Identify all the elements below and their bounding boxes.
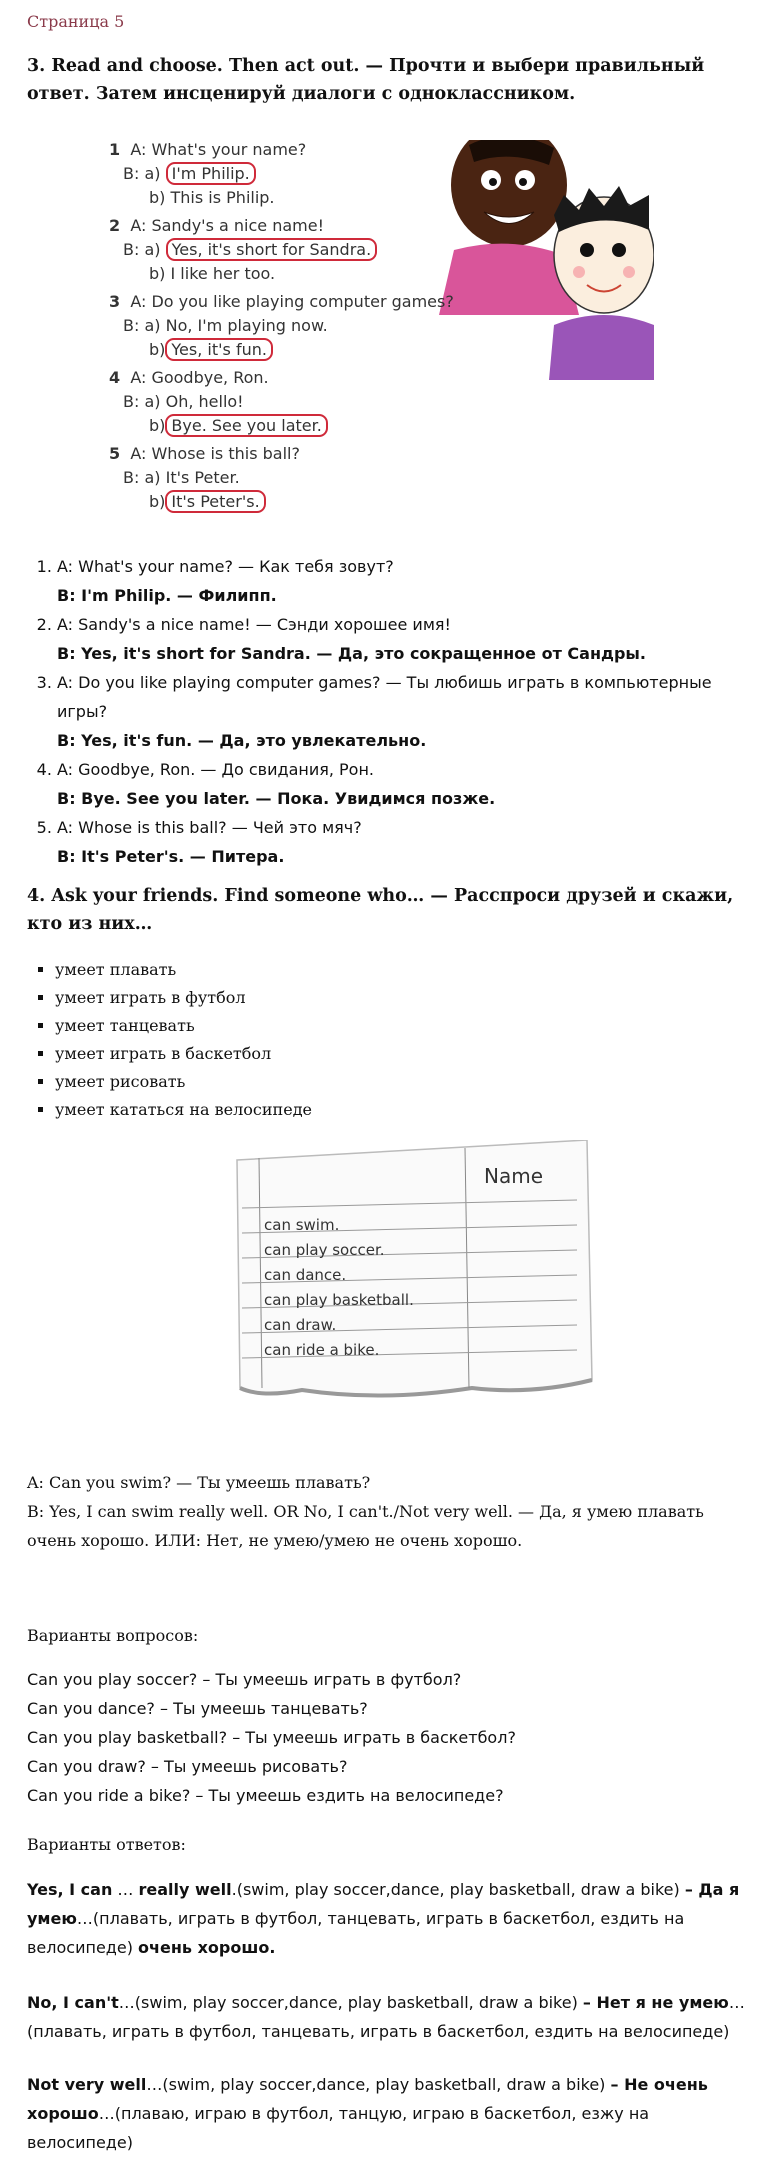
table-header-name: Name xyxy=(484,1164,544,1188)
line-4-option-b: Bye. See you later. xyxy=(165,414,327,437)
answer-variant-3: Not very well…(swim, play soccer,dance, play basketball, draw a bike) – Не очень хорошо…(плаваю, играю в футбол, танцую, играю в баскетбол, езжу на велосипеде) xyxy=(27,2075,708,2152)
list-item: ▪ умеет играть в футбол xyxy=(55,984,312,1012)
list-item: 2. A: Sandy's a nice name! — Сэнди хорошее имя! B: Yes, it's short for Sandra. — Да, это сокращенное от Сандры. xyxy=(57,610,757,668)
list-item: ▪ умеет танцевать xyxy=(55,1012,312,1040)
line-4-question: A: Goodbye, Ron. xyxy=(130,368,269,387)
line-2-question: A: Sandy's a nice name! xyxy=(130,216,324,235)
dialog-line-b: B: Yes, I can swim really well. OR No, I can't./Not very well. — Да, я умею плавать очень хорошо. ИЛИ: Нет, не умею/умею не очень хорошо. xyxy=(27,1502,704,1550)
page-label: Страница 5 xyxy=(27,12,125,31)
table-row: can play basketball. xyxy=(264,1291,414,1309)
list-item: Can you draw? – Ты умеешь рисовать? xyxy=(27,1757,348,1776)
line-3-option-b: Yes, it's fun. xyxy=(165,338,273,361)
answers-title: Варианты ответов: xyxy=(27,1835,186,1854)
list-item: 5. A: Whose is this ball? — Чей это мяч? B: It's Peter's. — Питера. xyxy=(57,813,757,871)
table-row: can ride a bike. xyxy=(264,1341,380,1359)
answer-variant-1: Yes, I can … really well.(swim, play soccer,dance, play basketball, draw a bike) – Да я умею…(плавать, играть в футбол, танцевать, играть в баскетбол, ездить на велосипеде) очень хорошо. xyxy=(27,1880,740,1957)
questions-title: Варианты вопросов: xyxy=(27,1626,199,1645)
dialog-line-a: A: Can you swim? — Ты умеешь плавать? xyxy=(27,1473,371,1492)
exercise-3-answers xyxy=(27,552,757,871)
line-2-option-b: I like her too. xyxy=(170,264,276,283)
line-1-option-b: This is Philip. xyxy=(170,188,275,207)
exercise-4-heading: 4. Ask your friends. Find someone who… — Расспроси друзей и скажи, кто из них… xyxy=(27,886,734,934)
list-item: Can you dance? – Ты умеешь танцевать? xyxy=(27,1699,368,1718)
list-item: ▪ умеет кататься на велосипеде xyxy=(55,1096,312,1124)
line-5-option-a: It's Peter. xyxy=(165,468,240,487)
table-row: can swim. xyxy=(264,1216,340,1234)
line-1-question: A: What's your name? xyxy=(130,140,307,159)
list-item: ▪ умеет рисовать xyxy=(55,1068,312,1096)
list-item: ▪ умеет плавать xyxy=(55,956,312,984)
list-item: 4. A: Goodbye, Ron. — До свидания, Рон. B: Bye. See you later. — Пока. Увидимся позже. xyxy=(57,755,757,813)
dialog-example xyxy=(27,1468,757,1555)
table-row: can dance. xyxy=(264,1266,347,1284)
list-item: 3. A: Do you like playing computer games? — Ты любишь играть в компьютерные игры? B: Yes, it's fun. — Да, это увлекательно. xyxy=(57,668,757,755)
list-item: Can you play basketball? – Ты умеешь играть в баскетбол? xyxy=(27,1728,516,1747)
line-1-option-a: I'm Philip. xyxy=(166,162,256,185)
list-item: 1. A: What's your name? — Как тебя зовут? B: I'm Philip. — Филипп. xyxy=(57,552,757,610)
list-item: Can you ride a bike? – Ты умеешь ездить на велосипеде? xyxy=(27,1786,504,1805)
line-5-option-b: It's Peter's. xyxy=(165,490,265,513)
line-5-question: A: Whose is this ball? xyxy=(130,444,300,463)
list-item: Can you play soccer? – Ты умеешь играть в футбол? xyxy=(27,1670,462,1689)
survey-table-image xyxy=(232,1140,597,1410)
exercise-3-heading: 3. Read and choose. Then act out. — Прочти и выбери правильный ответ. Затем инсценируй диалоги с одноклассником. xyxy=(27,56,705,104)
line-3-question: A: Do you like playing computer games? xyxy=(130,292,454,311)
line-2-option-a: Yes, it's short for Sandra. xyxy=(166,238,378,261)
table-row: can play soccer. xyxy=(264,1241,385,1259)
list-item: ▪ умеет играть в баскетбол xyxy=(55,1040,312,1068)
table-row: can draw. xyxy=(264,1316,337,1334)
skills-list xyxy=(27,956,312,1124)
questions-list xyxy=(27,1665,757,1810)
answer-variant-2: No, I can't…(swim, play soccer,dance, play basketball, draw a bike) – Нет я не умею…(плавать, играть в футбол, танцевать, играть в баскетбол, ездить на велосипеде) xyxy=(27,1993,745,2041)
line-4-option-a: Oh, hello! xyxy=(165,392,244,411)
line-3-option-a: No, I'm playing now. xyxy=(165,316,328,335)
exercise-3-image: 1 A: What's your name? B: a) I'm Philip. b) This is Philip. 2 A: Sandy's a nice name! B: a) Yes, it's short for Sandra. b) I like her too. 3 A: Do you like playing computer games? B: a) No, I'm playing now. b) Yes, it's fun. 4 A: Goodbye, Ron. B: a) Oh, hello! b) Bye. See you later. 5 A: Whose is this ball? B: a) It's Peter. b) It's Peter's. xyxy=(109,140,654,535)
